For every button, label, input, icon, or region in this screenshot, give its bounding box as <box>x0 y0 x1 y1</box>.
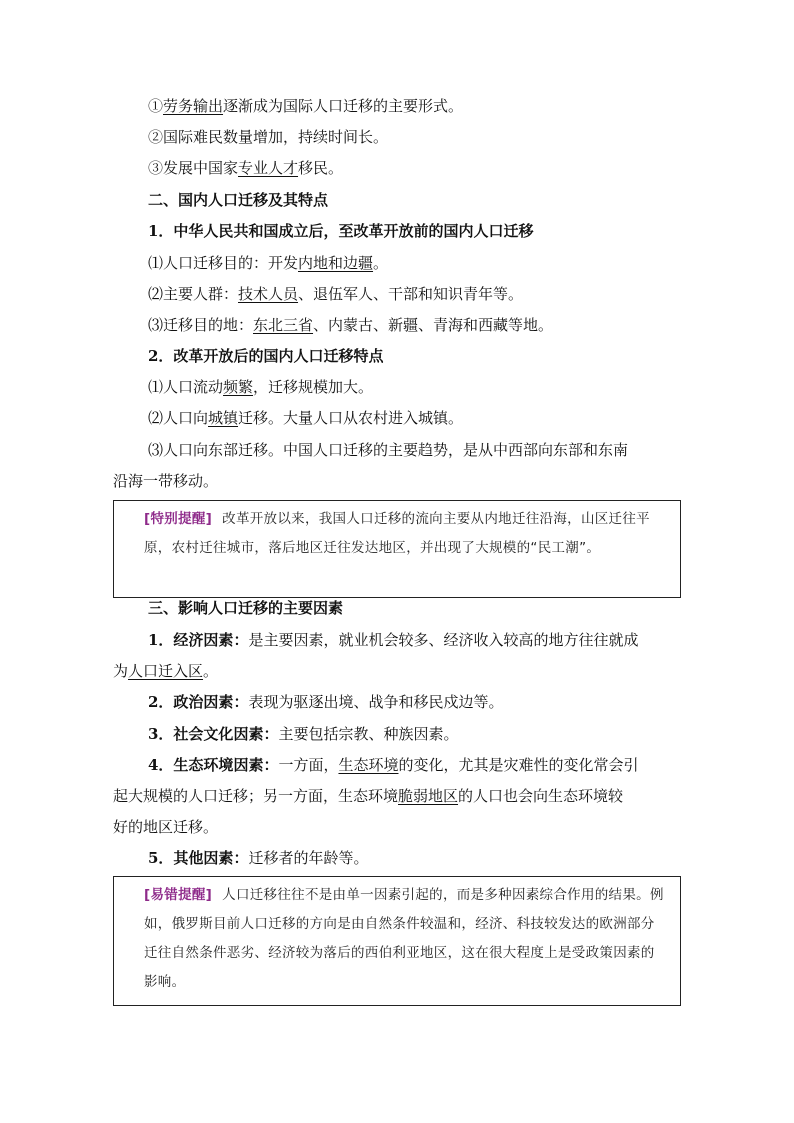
factor-ecological-line1: 4．生态环境因素：一方面，生态环境的变化，尤其是灾难性的变化常会引 <box>148 756 639 774</box>
item-refugees: ②国际难民数量增加，持续时间长。 <box>148 128 389 146</box>
underlined-term: 技术人员 <box>238 285 299 303</box>
factor-political: 2．政治因素：表现为驱逐出境、战争和移民戍边等。 <box>148 693 504 711</box>
item-talent-migration: ③发展中国家专业人才移民。 <box>148 159 344 177</box>
subheading-post-reform: 2．改革开放后的国内人口迁移特点 <box>148 347 384 365</box>
item-urbanization: ⑵人口向城镇迁移。大量人口从农村进入城镇。 <box>148 409 464 427</box>
section-heading-factors: 三、影响人口迁移的主要因素 <box>148 599 344 617</box>
item-frequent-flow: ⑴人口流动频繁，迁移规模加大。 <box>148 378 374 396</box>
underlined-term: 生态环境 <box>338 756 399 774</box>
factor-economic-line1: 1．经济因素：是主要因素，就业机会较多、经济收入较高的地方往往就成 <box>148 631 639 649</box>
factor-ecological-line2: 起大规模的人口迁移；另一方面，生态环境脆弱地区的人口也会向生态环境较 <box>113 787 624 805</box>
error-prone-reminder-tag: [易错提醒] <box>144 887 213 903</box>
factor-other: 5．其他因素：迁移者的年龄等。 <box>148 849 369 867</box>
special-reminder-text: 改革开放以来，我国人口迁移的流向主要从内地迁往沿海，山区迁往平原，农村迁往城市，落后地区迁往发达地区，并出现了大规模的“民工潮”。 <box>144 511 650 556</box>
underlined-term: 内地和边疆 <box>298 254 374 272</box>
factor-social-cultural: 3．社会文化因素：主要包括宗教、种族因素。 <box>148 725 459 743</box>
underlined-term: 专业人才 <box>238 159 299 177</box>
subheading-pre-reform: 1．中华人民共和国成立后，至改革开放前的国内人口迁移 <box>148 222 534 240</box>
underlined-term: 频繁 <box>223 378 254 396</box>
special-reminder-box <box>113 500 681 598</box>
special-reminder-tag: [特别提醒] <box>144 511 213 527</box>
section-heading-domestic: 二、国内人口迁移及其特点 <box>148 191 329 209</box>
underlined-term: 东北三省 <box>253 316 314 334</box>
item-eastward-line2: 沿海一带移动。 <box>113 472 219 490</box>
error-prone-reminder-box <box>113 876 681 1006</box>
item-eastward-line1: ⑶人口向东部迁移。中国人口迁移的主要趋势，是从中西部向东部和东南 <box>148 441 629 459</box>
underlined-term: 劳务输出 <box>163 97 224 115</box>
item-migration-purpose: ⑴人口迁移目的：开发内地和边疆。 <box>148 254 389 272</box>
factor-economic-line2: 为人口迁入区。 <box>113 662 219 680</box>
error-prone-reminder-text: 人口迁移往往不是由单一因素引起的，而是多种因素综合作用的结果。例如，俄罗斯目前人口迁移的方向是由自然条件较温和，经济、科技较发达的欧洲部分迁往自然条件恶劣、经济较为落后的西伯利亚地区，这在很大程度上是受政策因素的影响。 <box>144 887 664 990</box>
item-destinations: ⑶迁移目的地：东北三省、内蒙古、新疆、青海和西藏等地。 <box>148 316 554 334</box>
underlined-term: 脆弱地区 <box>398 787 459 805</box>
underlined-term: 城镇 <box>208 409 239 427</box>
factor-ecological-line3: 好的地区迁移。 <box>113 818 219 836</box>
item-main-groups: ⑵主要人群：技术人员、退伍军人、干部和知识青年等。 <box>148 285 524 303</box>
item-labor-export: ①劳务输出逐渐成为国际人口迁移的主要形式。 <box>148 97 464 115</box>
underlined-term: 人口迁入区 <box>128 662 204 680</box>
